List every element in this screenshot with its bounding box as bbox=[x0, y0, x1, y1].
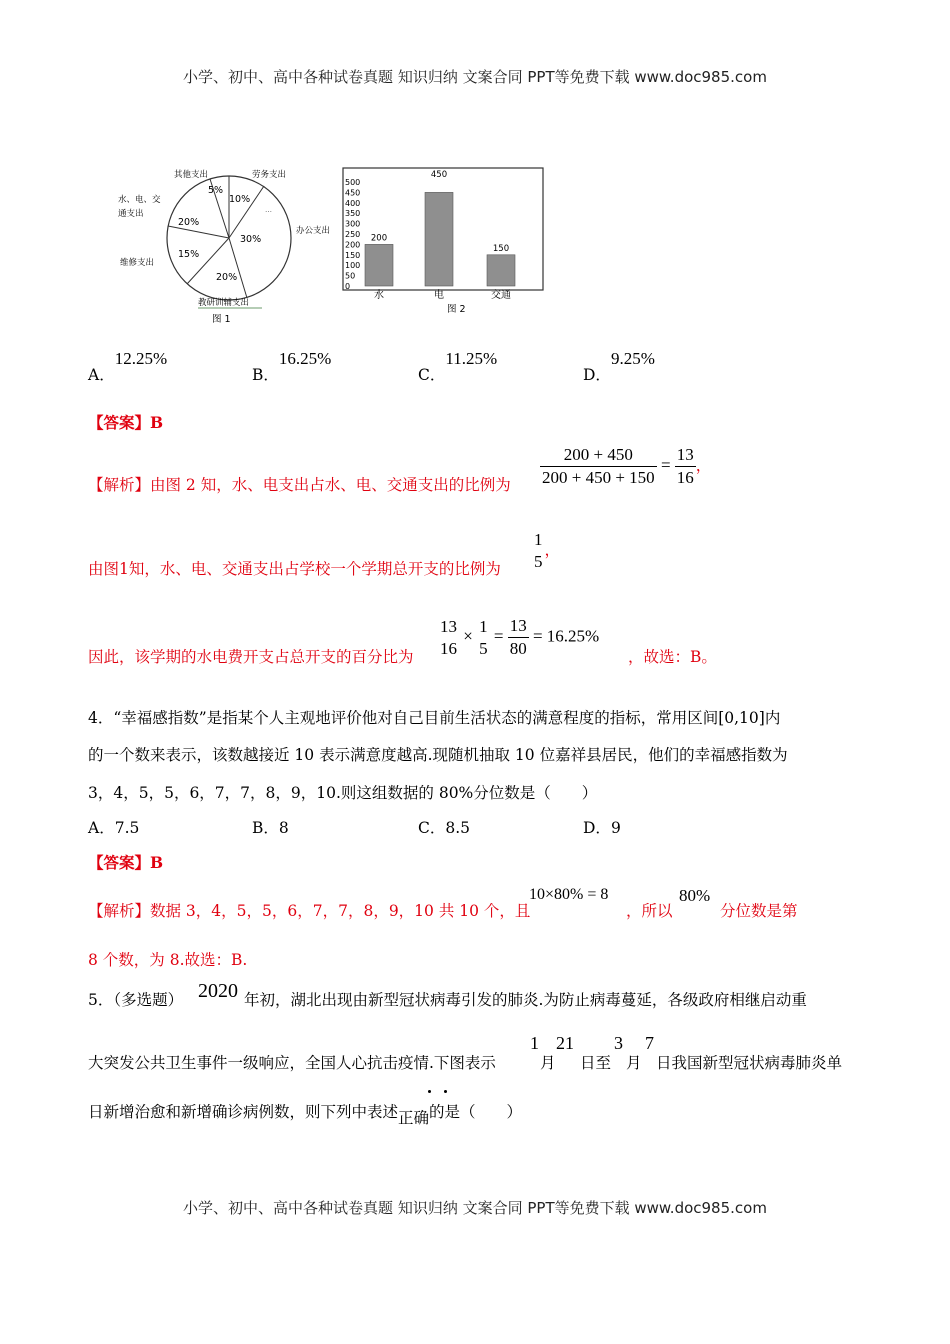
bar-data-label: 200 bbox=[370, 233, 388, 244]
y-tick-label: 300 bbox=[345, 219, 361, 229]
category-label: 电 bbox=[434, 290, 444, 301]
q5-month-1: 1 bbox=[530, 1033, 539, 1053]
bar-2 bbox=[487, 255, 515, 286]
figure2-bar-chart bbox=[335, 160, 555, 320]
q4-line3: 3，4，5，5，6，7，7，8，9，10.则这组数据的 80%分位数是（ ） bbox=[88, 784, 598, 802]
label-labor: 劳务支出 bbox=[252, 170, 287, 180]
q3-exp1-fraction: $\frac{200 + 450}{200 + 450 + 150}$ = $\frac{13}{16}$ ， bbox=[542, 445, 712, 487]
q4-option-a: A．7.5 bbox=[88, 819, 140, 837]
q5-yue-2: 月 bbox=[626, 1054, 642, 1072]
pct-utility: 20% bbox=[178, 217, 200, 228]
q4-option-d: D．9 bbox=[583, 819, 621, 837]
y-tick-label: 250 bbox=[345, 230, 361, 239]
q3-explanation-1: 【解析】由图 2 知，水、电支出占水、电、交通支出的比例为 bbox=[88, 476, 511, 494]
q3-exp2-fraction: 1 5 ， bbox=[534, 530, 561, 571]
figure1-pie-chart bbox=[112, 160, 342, 330]
y-tick-label: 0 bbox=[345, 282, 351, 291]
category-label: 水 bbox=[374, 290, 384, 301]
q5-line3: 日新增治愈和新增确诊病例数，则下列中表述正确的是（ ） bbox=[88, 1103, 523, 1127]
q5-day-2: 7 bbox=[645, 1033, 654, 1053]
q4-option-b: B．8 bbox=[252, 819, 289, 837]
page-footer: 小学、初中、高中各种试卷真题 知识归纳 文案合同 PPT等免费下载 www.doc985.com bbox=[183, 1199, 767, 1217]
q3-exp3-formula: 13 16 × 1 5 = $\frac{13}{80}$ = 16.25% bbox=[440, 616, 600, 658]
label-utility-line1: 水、电、交 bbox=[118, 195, 161, 205]
pct-research: 20% bbox=[216, 272, 238, 283]
bar-data-label: 450 bbox=[430, 170, 448, 180]
label-other: 其他支出 bbox=[174, 170, 209, 180]
label-office: 办公支出 bbox=[296, 226, 331, 236]
y-tick-label: 150 bbox=[345, 250, 361, 260]
emphasis-text: 正确 bbox=[398, 1109, 430, 1127]
label-utility-line2: 通支出 bbox=[118, 209, 144, 219]
q5-line1: 年初，湖北出现由新型冠状病毒引发的肺炎.为防止病毒蔓延，各级政府相继启动重 bbox=[244, 991, 807, 1009]
y-tick-label: 200 bbox=[345, 240, 361, 250]
y-tick-label: 350 bbox=[345, 209, 361, 219]
page-header: 小学、初中、高中各种试卷真题 知识归纳 文案合同 PPT等免费下载 www.doc985.com bbox=[183, 68, 767, 86]
emphasis-dot bbox=[428, 1090, 431, 1093]
q4-explanation: 【解析】数据 3，4，5，5，6，7，7，8，9，10 共 10 个，且 bbox=[88, 902, 531, 920]
q4-option-c: C．8.5 bbox=[418, 819, 471, 837]
tiny-mark: … bbox=[265, 206, 272, 214]
q3-option-d: D．9.25% bbox=[583, 349, 655, 384]
q4-line1: 4．“幸福感指数”是指某个人主观地评价他对自己目前生活状态的满意程度的指标，常用区间[0,10]内 bbox=[88, 709, 781, 727]
label-repair: 维修支出 bbox=[120, 258, 155, 268]
pct-other: 5% bbox=[208, 185, 224, 196]
y-tick-label: 450 bbox=[345, 188, 361, 198]
y-tick-label: 500 bbox=[345, 178, 361, 187]
y-tick-label: 400 bbox=[345, 198, 361, 208]
q3-exp3-suffix: ，故选：B。 bbox=[628, 648, 717, 666]
q4-answer: 【答案】B bbox=[88, 853, 164, 872]
bar-0 bbox=[365, 244, 393, 286]
bar-data-label: 150 bbox=[492, 243, 510, 254]
emphasis-dot bbox=[444, 1090, 447, 1093]
y-tick-label: 100 bbox=[345, 261, 361, 271]
q5-year: 2020 bbox=[198, 980, 238, 1002]
label-research: 教研训辅支出 bbox=[198, 298, 250, 308]
y-tick-label: 50 bbox=[345, 271, 356, 281]
q5-line2: 大突发公共卫生事件一级响应，全国人心抗击疫情.下图表示 bbox=[88, 1054, 496, 1072]
q5-number: 5．（多选题） bbox=[88, 991, 184, 1009]
figure1-caption: 图 1 bbox=[212, 314, 231, 325]
q5-yue-1: 月 bbox=[540, 1054, 556, 1072]
figure2-caption: 图 2 bbox=[447, 304, 466, 315]
q5-day-1: 21 bbox=[556, 1033, 574, 1053]
q5-line2-rest: 日我国新型冠状病毒肺炎单 bbox=[656, 1054, 843, 1072]
q3-option-c: C．11.25% bbox=[418, 349, 498, 384]
q3-option-b: B．16.25% bbox=[252, 349, 332, 384]
pct-labor: 10% bbox=[229, 194, 251, 205]
bar-1 bbox=[425, 192, 453, 286]
q5-month-2: 3 bbox=[614, 1033, 623, 1053]
q4-exp-math: 10×80% = 8 bbox=[529, 886, 609, 903]
q4-exp-percent: 80% bbox=[679, 886, 711, 905]
q3-answer: 【答案】B bbox=[88, 413, 164, 432]
q4-exp-line2: 8 个数，为 8.故选：B. bbox=[88, 951, 248, 969]
q3-explanation-3: 因此，该学期的水电费开支占总开支的百分比为 bbox=[88, 648, 414, 666]
q4-exp-suffix: 分位数是第 bbox=[720, 902, 798, 920]
pct-office: 30% bbox=[240, 234, 262, 245]
q4-exp-mid: ，所以 bbox=[626, 902, 673, 920]
q3-explanation-2: 由图1知，水、电、交通支出占学校一个学期总开支的比例为 bbox=[88, 560, 501, 578]
category-label: 交通 bbox=[491, 290, 511, 301]
pct-repair: 15% bbox=[178, 249, 200, 260]
q5-ri-zhi: 日至 bbox=[580, 1054, 612, 1072]
q3-option-a: A．12.25% bbox=[88, 349, 168, 384]
q4-line2: 的一个数来表示，该数越接近 10 表示满意度越高.现随机抽取 10 位嘉祥县居民，他们的幸福感指数为 bbox=[88, 746, 788, 764]
